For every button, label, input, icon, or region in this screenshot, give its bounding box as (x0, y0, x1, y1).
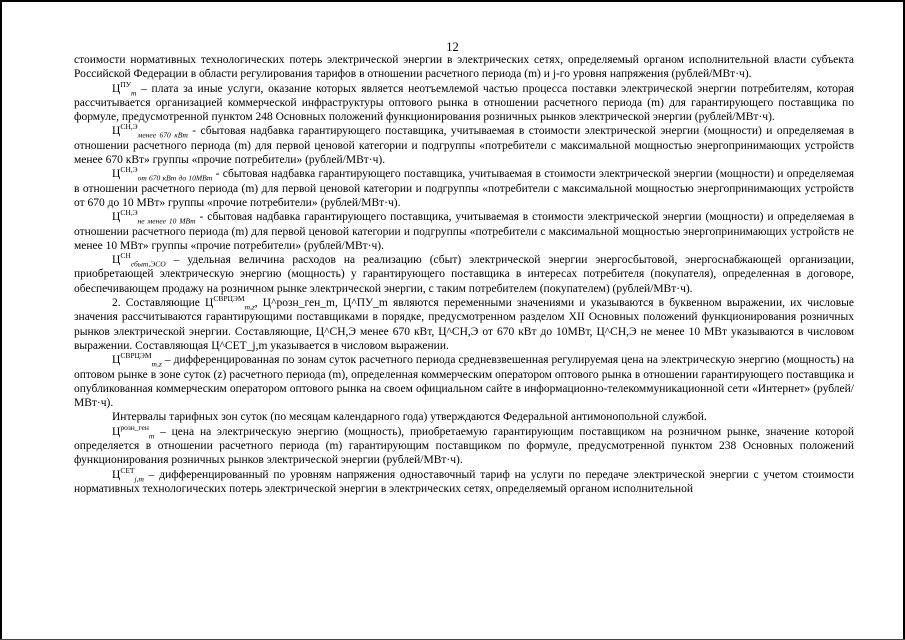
symbol-sub: m (131, 87, 137, 97)
paragraph-text: – удельная величина расходов на реализацию (сбыт) электрической энергии энергосбытовой, энергоснабжающей организации, приобретающей электрическую энергию (мощность) у гарантирующего поставщика в интересах потребителя (покупателя), определенная в договоре, обеспечивающем продажу на розничном рынке электрической энергии, с таким потребителем (покупателем) (рублей/МВт·ч). (74, 254, 854, 295)
symbol: Ц (112, 211, 121, 224)
paragraph-text: – цена на электрическую энергию (мощность), приобретаемую гарантирующим поставщиком на розничном рынке, значение которой определяется в отношении расчетного периода (m) гарантирующим поставщиком по формуле, предусмотренной пунктом 238 Основных положений функционирования розничных рынков электрической энергии (рублей/МВт·ч). (74, 425, 854, 467)
symbol-sup: СЕТ (120, 465, 135, 475)
symbol: Ц (112, 125, 121, 138)
paragraph (74, 167, 854, 210)
page-number: 12 (446, 40, 459, 54)
symbol: Ц (112, 82, 121, 95)
paragraph-text: - сбытовая надбавка гарантирующего поставщика, учитываемая в стоимости электрической энергии (мощности) и определяемая в отношении расчетного периода (m) для первой ценовой категории и подгруппы «потребители с максимальной мощностью энергопринимающих устройств не менее 10 МВт» группы «прочие потребители» (рублей/МВт·ч). (74, 211, 854, 252)
body-text (74, 53, 854, 496)
paragraph (74, 79, 854, 125)
paragraph (74, 353, 854, 410)
symbol-sup: розн_ген (120, 422, 149, 432)
paragraph-text: – дифференцированная по зонам суток расчетного периода средневзвешенная регулируемая цена на электрическую энергию (мощность) на оптовом рынке в зоне суток (z) расчетного периода (m), определенная коммерческим оператором оптового рынка в отношении гарантирующего поставщика и опубликованная коммерческим оператором оптового рынка на своем официальном сайте в информационно-телекоммуникационной сети «Интернет» (рублей/МВт·ч). (74, 354, 854, 410)
scan-border-top (0, 0, 905, 2)
paragraph-text: - сбытовая надбавка гарантирующего поставщика, учитываемая в стоимости электрической энергии (мощности) и определяемая в отношении расчетного периода (m) для первой ценовой категории и подгруппы «потребители с максимальной мощностью энергопринимающих устройств менее 670 кВт» группы «прочие потребители» (рублей/МВт·ч). (74, 125, 855, 167)
paragraph-text: стоимости нормативных технологических потерь электрической энергии в электрических сетях, определяемый органом исполнительной власти субъекта Российской Федерации в области регулирования тарифов в отношении расчетного периода (m) и j-го уровня напряжения (рублей/МВт·ч). (74, 54, 854, 81)
symbol-sup: СН,Э (120, 122, 138, 132)
paragraph-text: - сбытовая надбавка гарантирующего поставщика, учитываемая в стоимости электрической энергии (мощности) и определяемая в отношении расчетного периода (m) для первой ценовой категории и подгруппы «потребители с максимальной мощностью энергопринимающих устройств от 670 до 10 МВт» группы «прочие потребители» (рублей/МВт·ч). (74, 168, 854, 209)
symbol: Ц (112, 168, 121, 181)
symbol-sup: СН (120, 251, 131, 261)
paragraph-lead: 2. Составляющие (112, 297, 206, 310)
symbol-sub: не менее 10 МВт (137, 216, 196, 226)
paragraph (74, 422, 854, 468)
paragraph-text: – плата за иные услуги, оказание которых является неотъемлемой частью процесса поставки электрической энергии потребителям, которая рассчитывается организацией коммерческой инфраструктуры оптового рынка в отношении расчетного периода (m) для гарантирующего поставщика по формуле, предусмотренной пунктом 248 Основных положений функционирования розничных рынков электрической энергии (рублей/МВт·ч). (74, 82, 854, 124)
paragraph (74, 253, 854, 296)
paragraph (74, 465, 854, 497)
paragraph (74, 210, 854, 253)
symbol-sub: менее 670 кВт (137, 130, 188, 140)
symbol: Ц (112, 254, 121, 267)
symbol-sub: от 670 кВт до 10МВт (137, 173, 213, 183)
symbol: Ц (205, 297, 214, 310)
paragraph (74, 410, 854, 424)
symbol-sub: сбыт,ЭСО (130, 259, 166, 269)
symbol-sub: m (148, 431, 155, 441)
paragraph-text: , Ц^розн_ген_m, Ц^ПУ_m являются переменными значениями и указываются в буквенном выражении, их числовые значения рассчитываются гарантирующими поставщиками в порядке, предусмотренном разделом XII Основных положений функционирования розничных рынков электрической энергии. Составляющие, Ц^СН,Э менее 670 кВт, Ц^СН,Э от 670 кВт до 10МВт, Ц^СН,Э не менее 10 МВт указываются в числовом выражении. Составляющая Ц^СЕТ_j,m указывается в числовом выражении. (74, 297, 854, 352)
symbol-sup: ПУ (120, 79, 132, 89)
paragraph-text: Интервалы тарифных зон суток (по месяцам календарного года) утверждаются Федеральной антимонопольной службой. (112, 411, 707, 424)
symbol-sub: m,z (151, 359, 162, 369)
symbol-sup: СН,Э (120, 208, 138, 218)
symbol: Ц (112, 425, 121, 438)
symbol: Ц (112, 468, 121, 481)
paragraph-text: – дифференцированный по уровням напряжения одноставочный тариф на услуги по передаче электрической энергии с учетом стоимости нормативных технологических потерь электрической энергии в электрических сетях, определяемый органом исполнительной (74, 468, 854, 495)
symbol-sub: j,m (134, 473, 144, 483)
scan-border-left (0, 0, 2, 640)
symbol-sup: СВРЦЭМ (120, 351, 152, 361)
paragraph (74, 296, 854, 353)
symbol-sub: m,z (244, 302, 255, 312)
paragraph (74, 53, 854, 82)
symbol-sup: СВРЦЭМ (213, 294, 245, 304)
symbol: Ц (112, 354, 121, 367)
paragraph (74, 124, 854, 167)
symbol-sup: СН,Э (120, 165, 138, 175)
